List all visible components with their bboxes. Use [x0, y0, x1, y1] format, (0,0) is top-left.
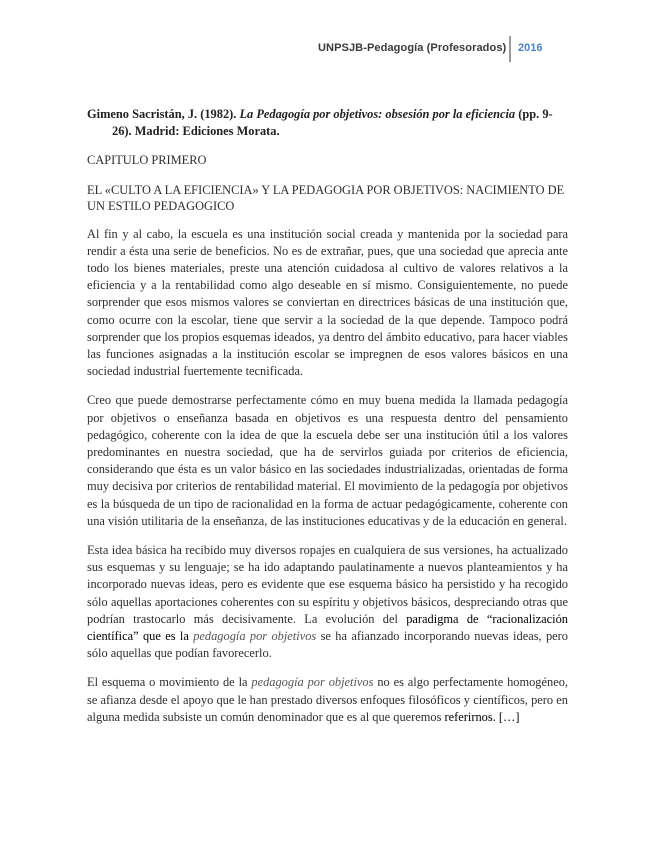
- citation-title: La Pedagogía por objetivos: obsesión por la eficiencia: [239, 107, 516, 121]
- paragraph-3-text-a: Esta idea básica ha recibido muy diversos ropajes en cualquiera de sus versiones, ha actualizado sus esquemas y su lenguaje; se ha ido adaptando paulatinamente a nuevos planteamientos y ha incorporado nuevas ideas, pero es evidente que ese esquema básico ha persistido y ha recogido sólo aquellas aportaciones coherentes con su espíritu y objetivos básicos, despreciando otras que podrían trastocarlo más decisivamente. La evolución del: [87, 543, 568, 626]
- header-title: UNPSJB-Pedagogía (Profesorados): [318, 42, 507, 54]
- paragraph-4: [87, 674, 568, 726]
- paragraph-3-highlight: paradigma de “racionalización científica” que es la: [87, 611, 568, 644]
- paragraph-1: Al fin y al cabo, la escuela es una institución social creada y mantenida por la sociedad para rendir a ésta una serie de beneficios. No es de extrañar, pues, que una sociedad que aprecia ante todo los bienes materiales, preste una atención cuidadosa al cultivo de valores relativos a la eficiencia y a la rentabilidad como algo deseable en sí mismo. Consiguientemente, no puede sorprender que esos mismos valores se conviertan en directrices básicas de una institución que, como ocurre con la escolar, tiene que servir a la sociedad de la que depende. Tampoco podrá sorprender que los propios esquemas ideados, ya dentro del ámbito educativo, para hacer viables las funciones asignadas a la institución escolar se impregnen de esos valores básicos en una sociedad industrial fuertemente tecnificada.: [87, 226, 568, 379]
- chapter-label: CAPITULO PRIMERO: [87, 153, 207, 168]
- bibliographic-citation: [87, 106, 568, 140]
- document-body: [87, 106, 568, 738]
- paragraph-3-text-d: se ha afianzado incorporando nuevas ideas, pero sólo aquellas que podían favorecerlo.: [87, 629, 568, 661]
- paragraph-3-emphasis: pedagogía por objetivos: [193, 629, 317, 644]
- paragraph-4-text-c: no es algo perfectamente homogéneo, se afianza desde el apoyo que le han prestado diversos enfoques filosóficos y científicos, pero en alguna medida subsiste un común denominador que es al que queremos: [87, 675, 568, 724]
- header-divider: [509, 36, 511, 62]
- page-header: [0, 36, 655, 62]
- paragraph-4-emphasis: pedagogía por objetivos: [251, 675, 374, 690]
- section-heading: EL «CULTO A LA EFICIENCIA» Y LA PEDAGOGIA POR OBJETIVOS: NACIMIENTO DE UN ESTILO PEDAGOGICO: [87, 182, 565, 213]
- header-year: 2016: [518, 42, 543, 54]
- paragraph-3: [87, 542, 568, 662]
- paragraph-4-text-a: El esquema o movimiento de la: [87, 675, 252, 690]
- citation-publisher: (pp. 9-26). Madrid: Ediciones Morata.: [112, 107, 553, 139]
- citation-author: Gimeno Sacristán, J. (1982).: [87, 107, 240, 121]
- paragraph-4-ending: referirnos. […]: [444, 709, 520, 724]
- paragraph-2: Creo que puede demostrarse perfectamente cómo en muy buena medida la llamada pedagogía por objetivos o enseñanza basada en objetivos es una respuesta dentro del pensamiento pedagógico, coherente con la idea de que la escuela debe ser una institución útil a los valores predominantes en nuestra sociedad, que ha de servirlos guiada por criterios de eficiencia, considerando que ésta es un valor básico en las sociedades industrializadas, orientadas de forma muy decisiva por criterios de rentabilidad material. El movimiento de la pedagogía por objetivos es la búsqueda de un tipo de racionalidad en la forma de actuar pedagógicamente, coherente con una visión utilitaria de la enseñanza, de las instituciones educativas y de la educación en general.: [87, 393, 568, 528]
